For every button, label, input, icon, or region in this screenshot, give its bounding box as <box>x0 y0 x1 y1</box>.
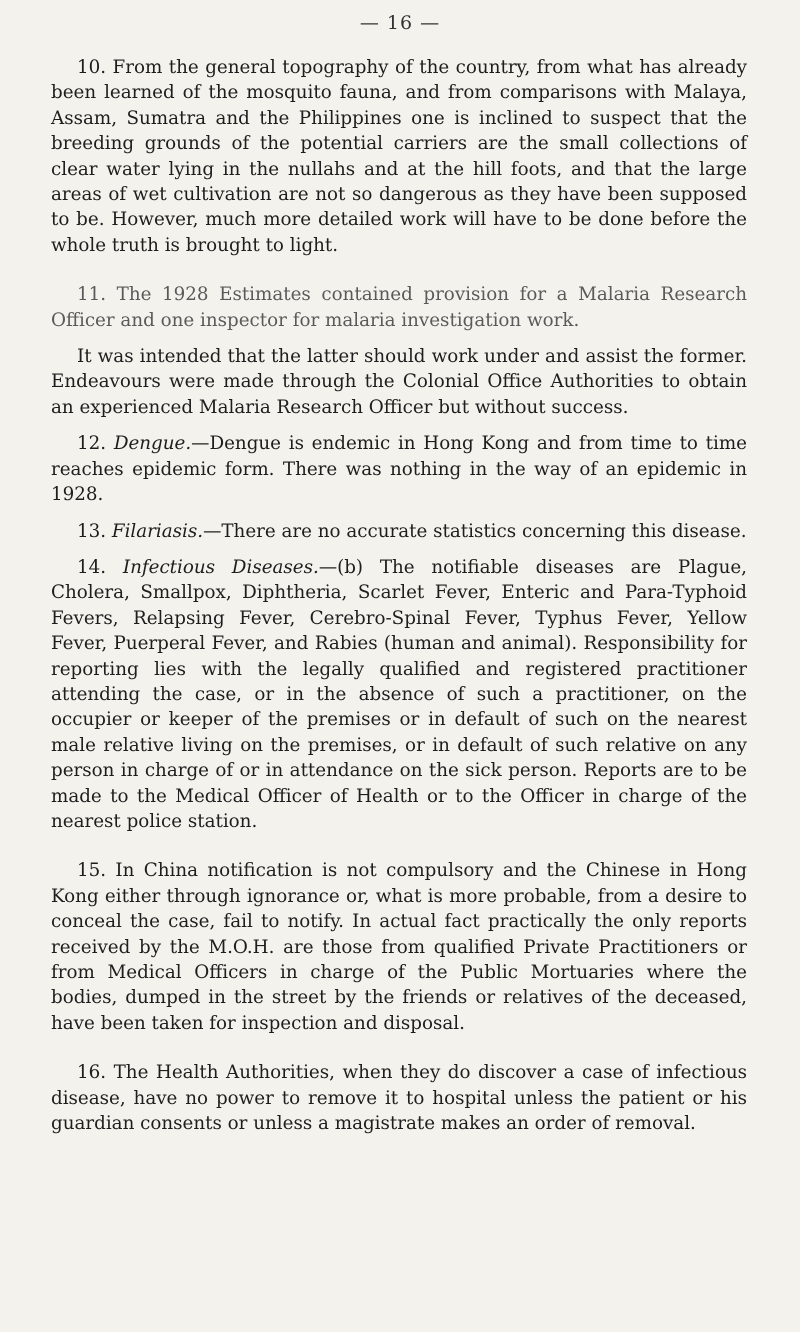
paragraph-16: 16. The Health Authorities, when they do discover a case of infectious disease, have no power to remove it to hospital unless the patient or his guardian consents or unless a magistrate makes an order of removal. <box>51 1062 747 1135</box>
paragraph-14 <box>51 555 747 834</box>
section-heading-dengue: Dengue. <box>113 433 192 455</box>
paragraph-number: 12. <box>77 433 107 455</box>
paragraph-13 <box>51 519 747 544</box>
paragraph-11-continued: It was intended that the latter should work under and assist the former. Endeavours were made through the Colonial Office Authorities to obtain an experienced Malaria Research Officer but without success. <box>51 346 747 418</box>
paragraph-12 <box>51 431 747 507</box>
paragraph-text: —Dengue is endemic in Hong Kong and from time to time reaches epidemic form. There was nothing in the way of an epidemic in 1928. <box>51 433 747 506</box>
paragraph-number: 14. <box>77 556 107 578</box>
section-heading-infectious-diseases: Infectious Diseases. <box>122 556 319 578</box>
paragraph-11: 11. The 1928 Estimates contained provision for a Malaria Research Officer and one inspector for malaria investigation work. <box>51 284 747 331</box>
paragraph-text: —(b) The notifiable diseases are Plague, Cholera, Smallpox, Diphtheria, Scarlet Fever, Enteric and Para-Typhoid Fevers, Relapsing Fever, Cerebro-Spinal Fever, Typhus Fever, Yellow Fever, Puerperal Fever, and Rabies (human and animal). Responsibility for reporting lies with the legally qualified and registered practitioner attending the case, or in the absence of such a practitioner, on the occupier or keeper of the premises or in default of such on the nearest male relative living on the premises, or in default of such relative on any person in charge of or in attendance on the sick person. Reports are to be made to the Medical Officer of Health or to the Officer in charge of the nearest police station. <box>51 556 747 832</box>
paragraph-text: —There are no accurate statistics concerning this disease. <box>203 520 747 542</box>
section-heading-filariasis: Filariasis. <box>111 520 204 542</box>
document-body <box>51 55 747 1136</box>
page-number: — 16 — <box>359 12 441 34</box>
paragraph-number: 13. <box>77 520 107 542</box>
paragraph-15: 15. In China notification is not compulsory and the Chinese in Hong Kong either through ignorance or, what is more probable, from a desire to conceal the case, fail to notify. In actual fact practically the only reports received by the M.O.H. are those from qualified Private Practitioners or from Medical Officers in charge of the Public Mortuaries where the bodies, dumped in the street by the friends or relatives of the deceased, have been taken for inspection and disposal. <box>51 860 747 1034</box>
paragraph-10: 10. From the general topography of the country, from what has already been learned of the mosquito fauna, and from comparisons with Malaya, Assam, Sumatra and the Philippines one is inclined to suspect that the breeding grounds of the potential carriers are the small collections of clear water lying in the nullahs and at the hill foots, and that the large areas of wet cultivation are not so dangerous as they have been supposed to be. However, much more detailed work will have to be done before the whole truth is brought to light. <box>51 57 747 256</box>
